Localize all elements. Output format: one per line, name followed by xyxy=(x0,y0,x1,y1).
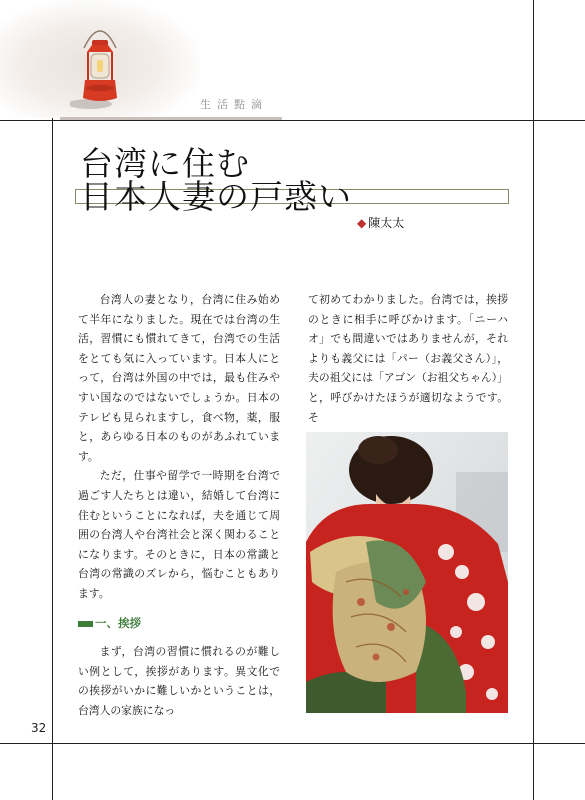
kimono-photo xyxy=(306,432,508,713)
trim-line-left xyxy=(52,0,53,800)
header-rule xyxy=(60,117,282,120)
body-column-right xyxy=(308,290,508,427)
body-column-left xyxy=(78,290,280,604)
body-column-left-lower xyxy=(78,642,280,720)
paragraph-greeting-cont: て初めてわかりました。台湾では，挨拶のときに相手に呼びかけます。「ニーハオ」でも間違いではありませんが，それよりも義父には「パー（お義父さん）」，夫の祖父には「アゴン（お祖父ちゃん）」と，呼びかけたほうが適切なようです。そ xyxy=(308,293,508,424)
paragraph-greeting: まず，台湾の習慣に慣れるのが難しい例として，挨拶があります。異文化での挨拶がいかに難しいかということは，台湾人の家族になっ xyxy=(78,645,280,717)
paragraph-marriage: ただ，仕事や留学で一時期を台湾で過ごす人たちとは違い，結婚して台湾に住むということになれば，夫を通じて周囲の台湾人や台湾社会と深く関わることになります。そのときに，日本の常識と台湾の常識のズレから，悩むこともあります。 xyxy=(78,469,280,600)
page-number: 32 xyxy=(31,721,47,735)
section-label: 生活點滴 xyxy=(200,98,268,111)
lantern-icon xyxy=(70,16,130,112)
trim-line-top xyxy=(0,120,585,121)
section-heading xyxy=(78,615,141,631)
trim-line-bottom xyxy=(0,743,585,744)
article-title-line-2: 日本人妻の戸惑い xyxy=(80,177,352,216)
section-heading-text: 一、挨拶 xyxy=(95,616,141,630)
paragraph-intro: 台湾人の妻となり，台湾に住み始めて半年になりました。現在では台湾の生活，習慣にも慣れてきて，台湾での生活をとても気に入っています。日本人にとって，台湾は外国の中では，最も住みやすい国なのではないでしょうか。日本のテレビも見られますし，食べ物，薬，服と，あらゆる日本のものがあふれています。 xyxy=(78,293,280,463)
heading-bar-icon xyxy=(78,621,93,627)
trim-line-right xyxy=(533,0,534,800)
author-name: 陳太太 xyxy=(368,216,405,230)
diamond-icon: ◆ xyxy=(357,216,367,230)
author-byline xyxy=(357,214,404,231)
article-title-line-1: 台湾に住む xyxy=(80,144,250,183)
